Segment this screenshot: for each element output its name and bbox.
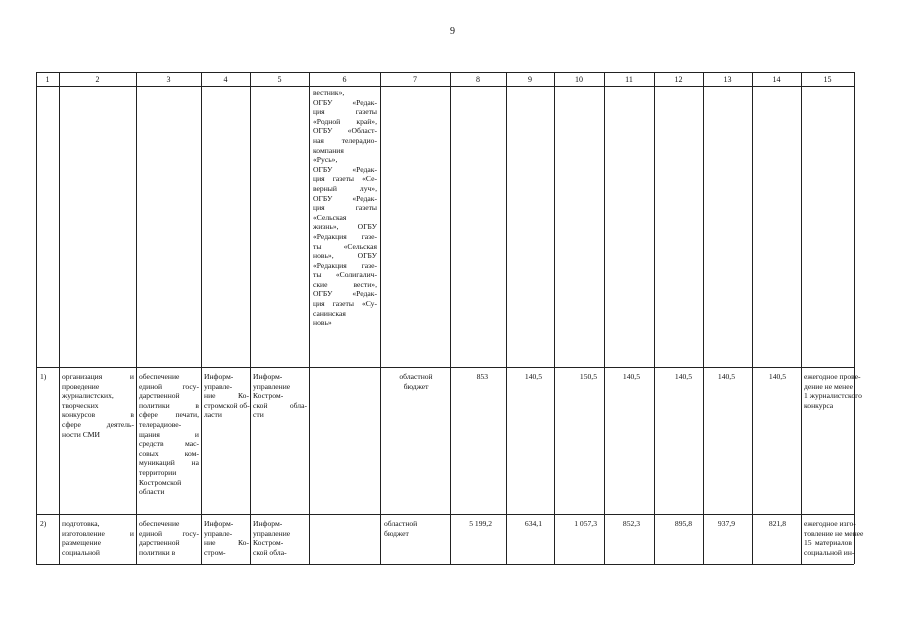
row2-col13: 937,9	[717, 519, 735, 528]
text-line: журналистских,	[62, 391, 114, 401]
row2-col2	[62, 519, 134, 557]
text-line: ция газеты	[313, 107, 377, 117]
header-col-9: 9	[528, 75, 532, 84]
text-line: «Редакция газе-	[313, 260, 377, 270]
text-line: ние Ко-	[204, 538, 249, 548]
text-line: ские вести»,	[313, 279, 377, 289]
header-col-10: 10	[575, 75, 583, 84]
header-col-7: 7	[413, 75, 417, 84]
text-line: областной	[399, 372, 433, 381]
text-line: ОГБУ «Редак-	[313, 97, 377, 107]
text-line: дарственной	[139, 538, 180, 548]
text-line: управле-	[204, 528, 233, 538]
text-line: социальной ин-	[804, 547, 855, 557]
text-line: ция газеты	[313, 203, 377, 213]
text-line: вестник»,	[313, 88, 345, 97]
row1-col15	[804, 372, 862, 410]
text-line: муникаций на	[139, 458, 199, 468]
row2-col5	[253, 519, 307, 557]
row2-col11: 852,3	[622, 519, 640, 528]
text-line: дарственной	[139, 391, 180, 401]
row2-col8: 5 199,2	[469, 519, 492, 528]
text-line: Костром-	[253, 391, 284, 401]
text-line: конкурсов в	[62, 410, 134, 420]
continuation-col6	[313, 88, 377, 328]
row1-col13: 140,5	[717, 372, 735, 381]
text-line: «Русь»,	[313, 155, 338, 165]
row1-col3	[139, 372, 199, 497]
text-line: Костром-	[253, 538, 284, 548]
row1-col14: 140,5	[768, 372, 786, 381]
row2-col7	[384, 519, 448, 538]
text-line: Костромской	[139, 477, 182, 487]
text-line: новь»	[313, 318, 332, 328]
text-line: творческих	[62, 400, 99, 410]
header-col-12: 12	[674, 75, 683, 84]
text-line: области	[139, 487, 165, 497]
header-col-11: 11	[625, 75, 633, 84]
text-line: ОГБУ «Област-	[313, 126, 377, 136]
text-line: совых ком-	[139, 448, 199, 458]
text-line: новь», ОГБУ	[313, 251, 377, 261]
header-col-4: 4	[223, 75, 228, 84]
header-col-1: 1	[45, 75, 50, 84]
row1-number: 1)	[40, 372, 47, 381]
text-line: сфере печати,	[139, 410, 199, 420]
row2-col15	[804, 519, 864, 557]
text-line: Информ-	[204, 372, 234, 381]
text-line: конкурса	[804, 400, 834, 410]
header-col-6: 6	[342, 75, 347, 84]
header-col-14: 14	[772, 75, 781, 84]
text-line: ние Ко-	[204, 391, 249, 401]
row2-col14: 821,8	[768, 519, 786, 528]
text-line: областной	[384, 519, 418, 528]
text-line: ласти	[204, 410, 222, 420]
text-line: дение не менее	[804, 381, 853, 391]
text-line: территории	[139, 467, 177, 477]
text-line: «Родной край»,	[313, 116, 377, 126]
text-line: ция газеты «Су-	[313, 299, 377, 309]
text-line: управление	[253, 381, 291, 391]
row1-col9: 140,5	[524, 372, 542, 381]
text-line: ской обла-	[253, 547, 287, 557]
text-line: щания и	[139, 429, 199, 439]
row1-col10: 150,5	[579, 372, 597, 381]
header-col-15: 15	[823, 75, 832, 84]
text-line: организация и	[62, 372, 134, 381]
row2-col3	[139, 519, 199, 557]
text-line: Информ-	[204, 519, 234, 528]
row1-col11: 140,5	[622, 372, 640, 381]
text-line: проведение	[62, 381, 100, 391]
row2-number: 2)	[40, 519, 47, 528]
text-line: «Сельская	[313, 212, 347, 222]
text-line: Информ-	[253, 519, 283, 528]
text-line: ная телерадио-	[313, 135, 377, 145]
text-line: сфере деятель-	[62, 419, 134, 429]
text-line: политики в	[139, 400, 199, 410]
text-line: единой госу-	[139, 381, 199, 391]
text-line: управление	[253, 528, 291, 538]
text-line: ежегодное изго-	[804, 519, 856, 528]
text-line: средств мас-	[139, 439, 199, 449]
row1-col8: 853	[476, 372, 488, 381]
text-line: социальной	[62, 547, 100, 557]
row2-col10: 1 057,3	[574, 519, 597, 528]
text-line: бюджет	[403, 381, 429, 391]
text-line: изготовление и	[62, 528, 134, 538]
text-line: стром-	[204, 547, 226, 557]
text-line: управле-	[204, 381, 233, 391]
text-line: подготовка,	[62, 519, 100, 528]
text-line: жизнь», ОГБУ	[313, 222, 377, 232]
row1-col7	[384, 372, 448, 391]
text-line: бюджет	[384, 528, 409, 538]
row2-col4	[204, 519, 249, 557]
text-line: обеспечение	[139, 519, 180, 528]
header-col-3: 3	[166, 75, 171, 84]
header-col-8: 8	[476, 75, 480, 84]
row1-col5	[253, 372, 307, 420]
text-line: ты «Солигалич-	[313, 270, 377, 280]
text-line: «Редакция газе-	[313, 231, 377, 241]
text-line: 1 журналистского	[804, 391, 862, 401]
row1-col12: 140,5	[674, 372, 692, 381]
text-line: ОГБУ «Редак-	[313, 289, 377, 299]
header-col-13: 13	[723, 75, 732, 84]
text-line: политики в	[139, 547, 176, 557]
text-line: телерадиове-	[139, 419, 182, 429]
text-line: санинская	[313, 308, 346, 318]
text-line: ОГБУ «Редак-	[313, 164, 377, 174]
text-line: размещение	[62, 538, 101, 548]
text-line: обеспечение	[139, 372, 180, 381]
text-line: сти	[253, 410, 264, 420]
row2-col9: 634,1	[524, 519, 542, 528]
row1-col4	[204, 372, 249, 420]
header-col-2: 2	[95, 75, 100, 84]
header-col-5: 5	[277, 75, 282, 84]
text-line: товление не менее	[804, 528, 864, 538]
row1-col2	[62, 372, 134, 439]
text-line: ция газеты «Се-	[313, 174, 377, 184]
text-line: 15 материалов	[804, 538, 852, 548]
text-line: Информ-	[253, 372, 283, 381]
page-number: 9	[450, 26, 455, 37]
row2-col12: 895,8	[674, 519, 692, 528]
text-line: стромской об-	[204, 400, 250, 410]
text-line: верный луч»,	[313, 183, 377, 193]
text-line: ности СМИ	[62, 429, 101, 439]
text-line: единой госу-	[139, 528, 199, 538]
text-line: ОГБУ «Редак-	[313, 193, 377, 203]
text-line: компания	[313, 145, 344, 155]
text-line: ской обла-	[253, 400, 307, 410]
text-line: ежегодное прове-	[804, 372, 861, 381]
text-line: ты «Сельская	[313, 241, 377, 251]
